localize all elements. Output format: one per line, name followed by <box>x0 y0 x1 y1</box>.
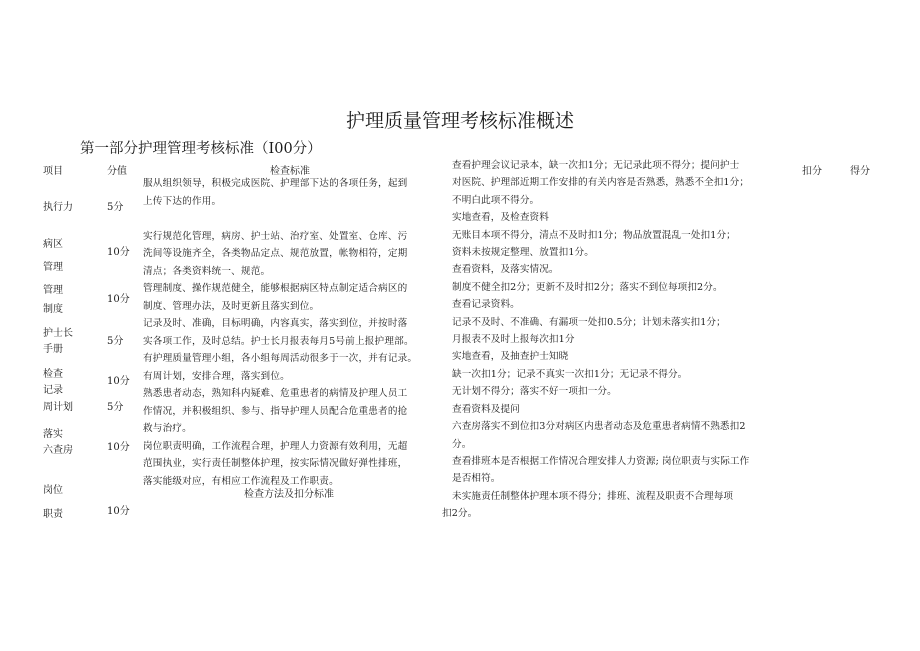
item-score: 10分 <box>107 442 130 453</box>
item-label: 手册 <box>43 344 63 355</box>
header-standard: 检查标准 <box>270 166 310 177</box>
standard-line: 制度、管理办法，及时更新且落实到位。 <box>143 300 320 312</box>
footer-header: 检查方法及扣分标准 <box>244 489 334 500</box>
standard-line: 熟悉患者动态，熟知科内疑难、危重患者的病情及护理人员工 <box>143 388 408 399</box>
standard-line: 作情况，并积极组织、参与、指导护理人员配合危重患者的抢 <box>143 405 408 417</box>
standards-column <box>143 175 445 490</box>
method-line: 是否相符。 <box>452 473 501 485</box>
item-label: 职责 <box>43 509 63 520</box>
standard-line: 记录及时、准确，目标明确，内容真实，落实到位，并按时落 <box>143 318 408 329</box>
item-label: 执行力 <box>43 202 73 213</box>
method-line: 实地查看，及检查资料 <box>452 212 549 224</box>
method-line: 查看记录资料。 <box>452 299 520 311</box>
method-line: 无计划不得分；落实不好一项扣一分。 <box>452 386 617 398</box>
item-score: 10分 <box>107 376 130 387</box>
method-line: 查看资料，及落实情况。 <box>452 264 559 276</box>
method-line: 实地查看，及抽查护士知晓 <box>452 351 569 363</box>
item-label: 周计划 <box>43 402 73 413</box>
item-label: 制度 <box>43 304 63 315</box>
standard-line: 范围执业，实行责任制整体护理，按实际情况做好弹性排班， <box>143 458 408 469</box>
method-line: 记录不及时、不准确、有漏项一处扣0.5分；计划未落实扣1分； <box>452 316 726 328</box>
standard-line: 管理制度、操作规范健全，能够根据病区特点制定适合病区的 <box>143 283 408 294</box>
standard-line: 有护理质量管理小组，各小组每周活动很多于一次，并有记录。 <box>143 353 418 364</box>
item-score: 5分 <box>107 336 124 347</box>
standard-line: 岗位职责明确，工作流程合理，护理人力资源有效利用，无超 <box>143 440 408 452</box>
standard-line: 上传下达的作用。 <box>143 195 222 207</box>
standard-line: 救与治疗。 <box>143 423 192 434</box>
method-line: 查看资料及提问 <box>452 403 520 415</box>
method-line: 对医院、护理部近期工作安排的有关内容是否熟悉，熟悉不全扣1分； <box>452 177 750 189</box>
method-line: 六查房落实不到位扣3分对病区内患者动态及危重患者病情不熟悉扣2 <box>452 421 746 433</box>
header-got: 得分 <box>850 166 870 177</box>
standard-line: 实各项工作，及时总结。护士长月报表每月5号前上报护理部。 <box>143 335 414 347</box>
item-label: 管理 <box>43 262 63 273</box>
header-score: 分值 <box>107 166 127 177</box>
method-line: 未实施责任制整体护理本项不得分；排班、流程及职责不合理每项 <box>452 490 734 502</box>
standard-line: 洗间等设施齐全，各类物品定点、规范放置，帐物相符，定期 <box>143 248 408 259</box>
method-line: 月报表不及时上报每次扣1分 <box>452 334 575 346</box>
method-line: 查看护理会议记录本，缺一次扣1分；无记录此项不得分；提问护士 <box>452 160 740 171</box>
header-deduct: 扣分 <box>802 166 822 177</box>
method-line: 资料未按规定整理、放置扣1分。 <box>452 247 594 259</box>
header-item: 项目 <box>43 166 63 177</box>
document-title: 护理质量管理考核标准概述 <box>345 110 574 132</box>
item-label: 管理 <box>43 285 63 296</box>
standard-line: 落实能级对应，有相应工作流程及工作职责。 <box>143 475 339 487</box>
item-score: 5分 <box>107 202 124 213</box>
standard-line <box>143 210 445 228</box>
item-label: 护士长 <box>43 328 73 339</box>
method-line: 无账目本项不得分，清点不及时扣1分；物品放置混乱一处扣1分； <box>452 229 736 241</box>
method-line: 制度不健全扣2分；更新不及时扣2分；落实不到位每项扣2分。 <box>452 281 723 293</box>
standard-line: 清点；各类资料统一、规范。 <box>143 265 271 277</box>
item-score: 10分 <box>107 247 130 258</box>
item-label: 岗位 <box>43 485 63 496</box>
item-score: 5分 <box>107 402 124 413</box>
standard-line: 有周计划，安排合理，落实到位。 <box>143 370 290 382</box>
method-line: 扣2分。 <box>442 508 478 520</box>
method-line: 分。 <box>452 438 472 450</box>
item-score: 10分 <box>107 294 130 305</box>
item-label: 检查 <box>43 369 63 380</box>
standard-line: 服从组织领导，积极完成医院、护理部下达的各项任务，起到 <box>143 178 408 189</box>
methods-column <box>442 157 792 523</box>
item-score: 10分 <box>107 506 130 517</box>
item-label: 六查房 <box>43 445 73 456</box>
method-line: 查看排班本是否根据工作情况合理安排人力资源; 岗位职责与实际工作 <box>452 455 750 467</box>
item-label: 病区 <box>43 239 63 250</box>
section-heading: 第一部分护理管理考核标准（I00分） <box>80 141 322 157</box>
method-line: 缺一次扣1分；记录不真实一次扣1分；无记录不得分。 <box>452 368 688 380</box>
method-line: 不明白此项不得分。 <box>452 194 540 206</box>
standard-line: 实行规范化管理，病房、护士站、治疗室、处置室、仓库、污 <box>143 230 408 242</box>
item-label: 记录 <box>43 385 63 396</box>
item-label: 落实 <box>43 429 63 440</box>
